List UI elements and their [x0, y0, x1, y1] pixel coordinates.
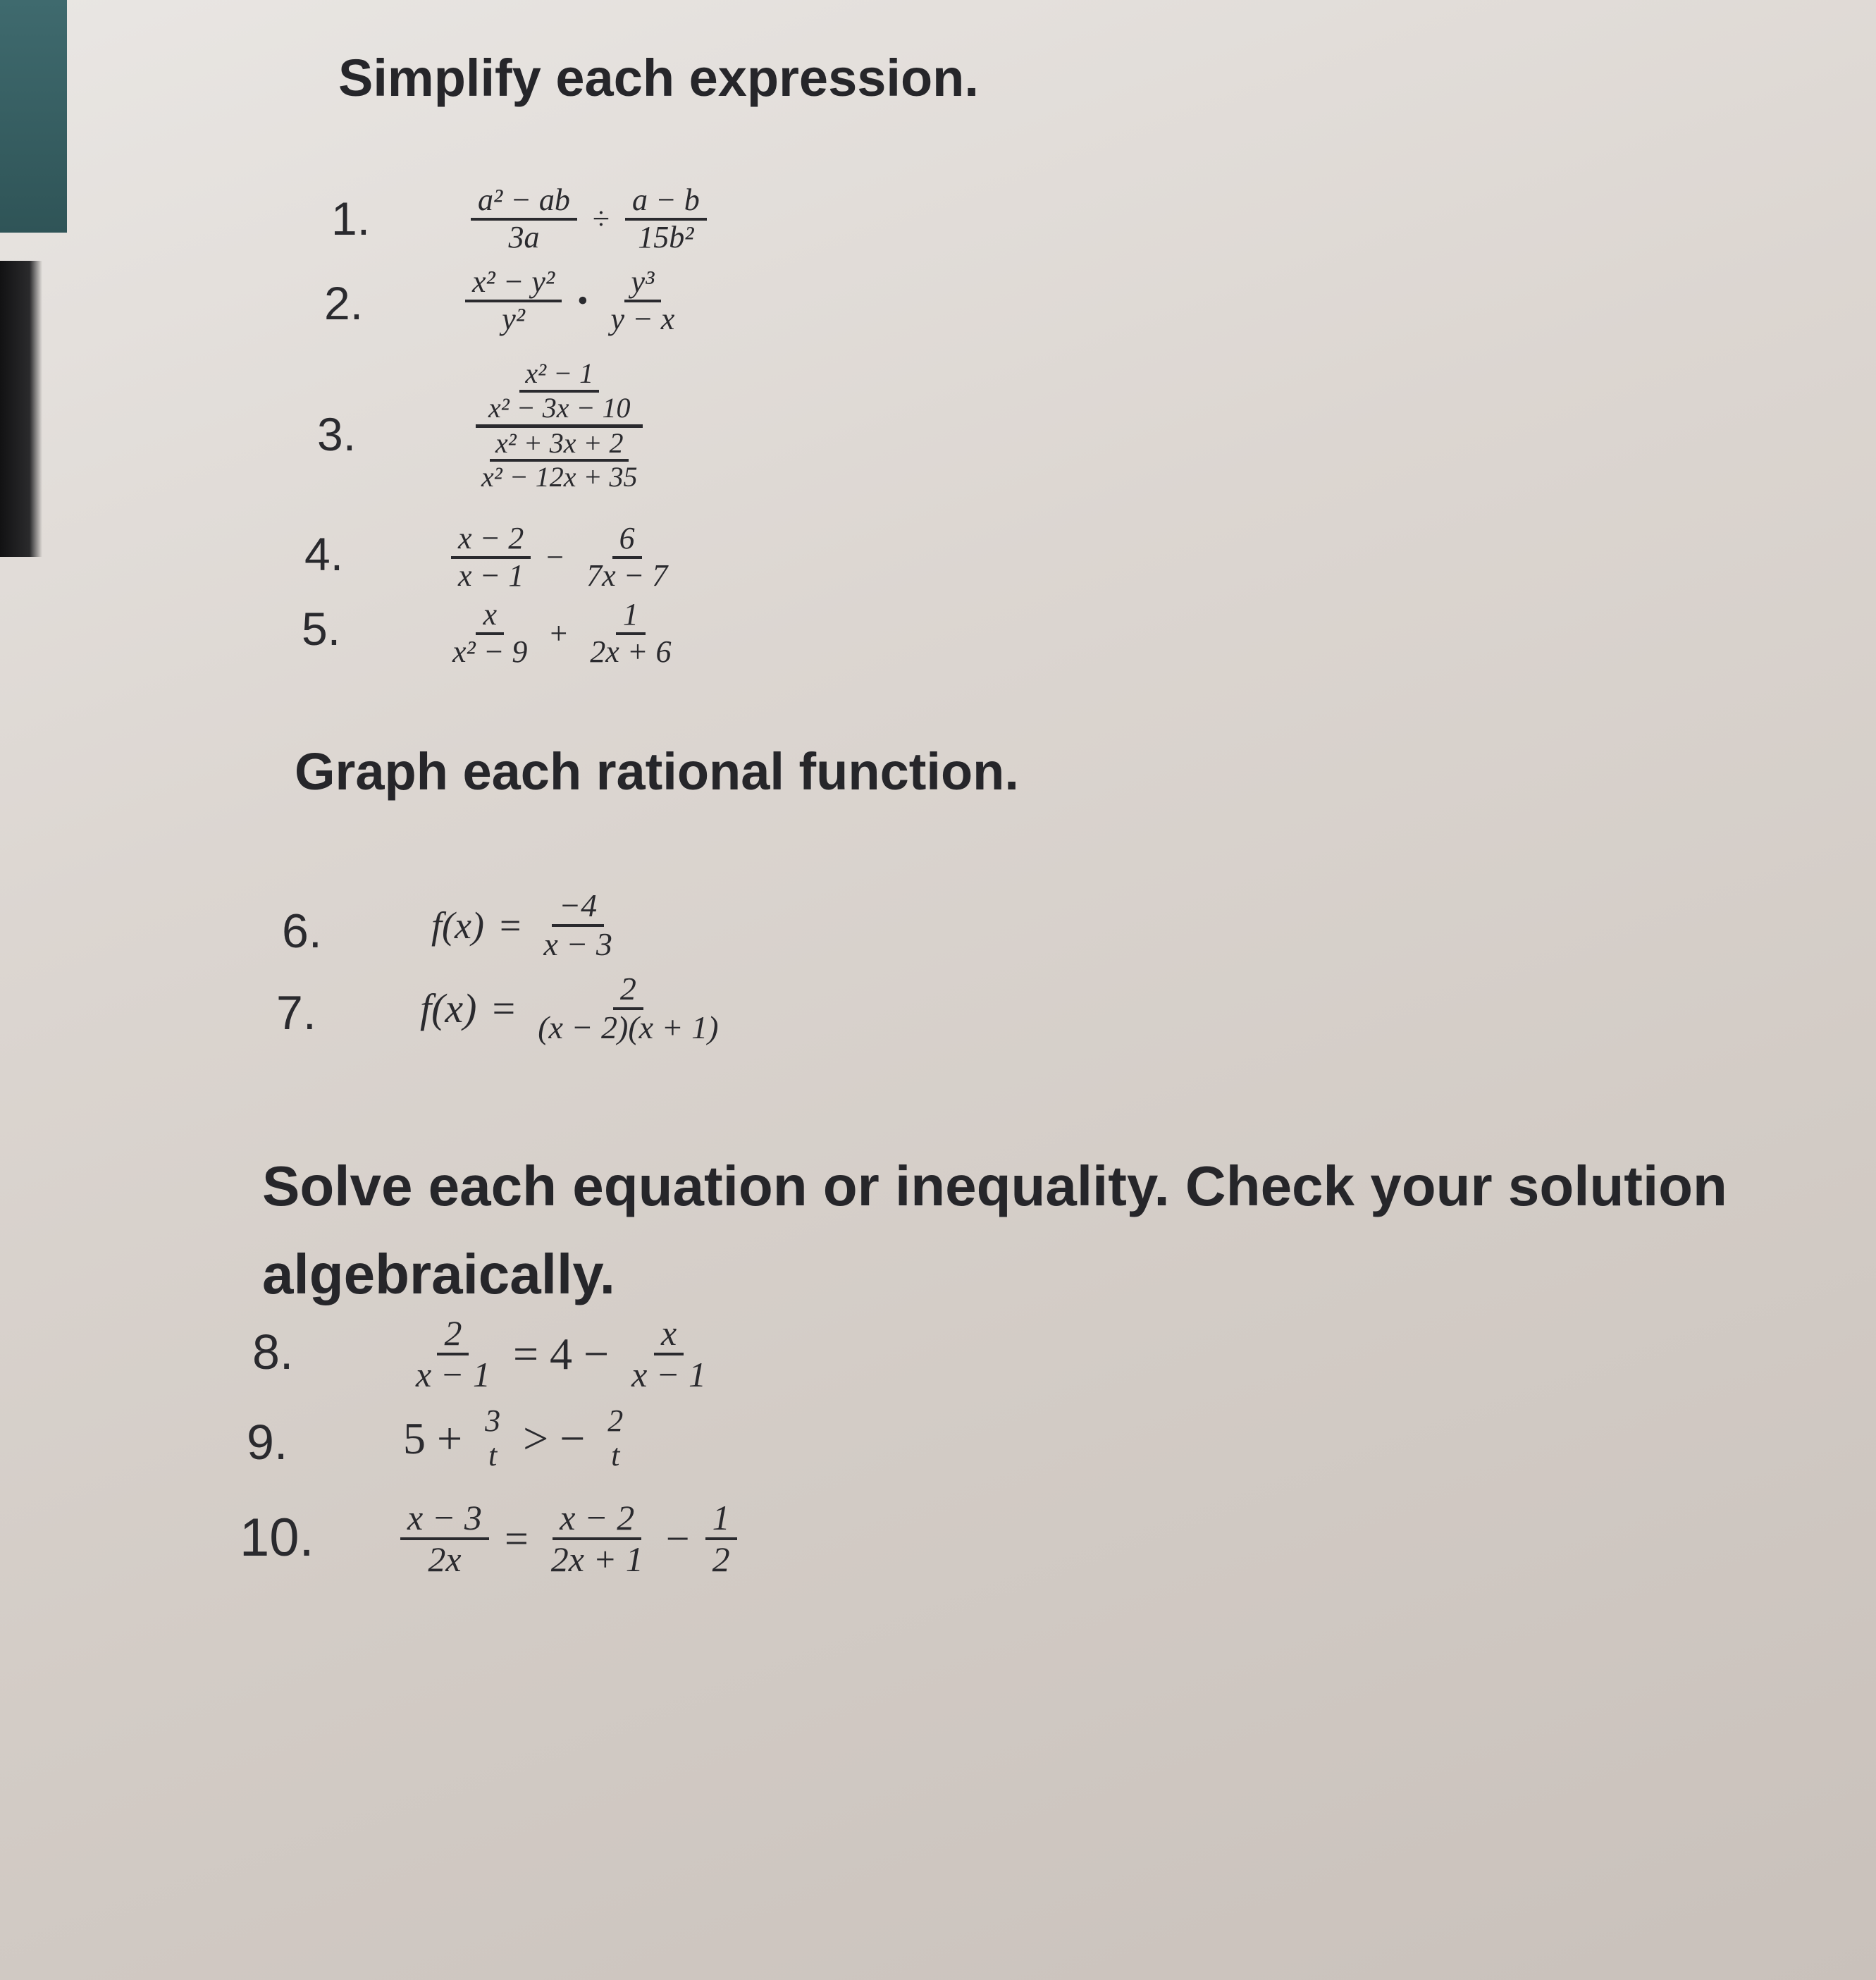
- fraction: [476, 426, 643, 493]
- denominator: x − 1: [416, 1355, 490, 1394]
- numerator: 1: [705, 1500, 737, 1540]
- denominator: 2x: [428, 1539, 462, 1579]
- numerator: x: [476, 599, 504, 635]
- problem-number-9: 9.: [247, 1415, 288, 1470]
- fraction: [531, 973, 725, 1045]
- function-label: f(x): [431, 904, 484, 947]
- fraction: [705, 1500, 737, 1578]
- denominator: (x − 2)(x + 1): [538, 1009, 719, 1045]
- fraction: [536, 887, 619, 962]
- problem-5-expression: [445, 599, 678, 668]
- section-heading-solve: Solve each equation or inequality. Check your solution algebraically.: [262, 1155, 1727, 1305]
- complex-denominator: [469, 428, 650, 493]
- denominator: 2: [712, 1539, 730, 1579]
- equals-sign: =: [504, 1515, 529, 1562]
- section-heading-graph: Graph each rational function.: [295, 742, 1019, 801]
- numerator: x² − y²: [465, 266, 562, 302]
- fraction: [445, 599, 534, 668]
- fraction: [400, 1500, 489, 1578]
- problem-7-expression: [420, 973, 725, 1045]
- problem-number-4: 4.: [304, 528, 344, 580]
- background-edge-teal: [0, 0, 67, 233]
- denominator: 2x + 1: [550, 1539, 643, 1579]
- fraction: [544, 1500, 650, 1578]
- denominator: x² − 12x + 35: [481, 461, 638, 493]
- problem-2-expression: [465, 266, 681, 336]
- section-heading-simplify: Simplify each expression.: [338, 49, 979, 107]
- numerator: 1: [616, 599, 646, 635]
- fraction: [465, 266, 562, 336]
- fraction: [583, 599, 678, 668]
- problem-number-1: 1.: [331, 192, 371, 245]
- problem-number-6: 6.: [282, 904, 322, 958]
- denominator: y − x: [610, 301, 675, 336]
- numerator: 2: [437, 1315, 469, 1355]
- problem-number-7: 7.: [276, 986, 316, 1040]
- equals-sign: =: [499, 904, 522, 947]
- problem-number-8: 8.: [252, 1324, 294, 1379]
- fraction: [483, 359, 636, 423]
- problem-number-2: 2.: [324, 277, 364, 329]
- fraction: [625, 185, 707, 254]
- denominator: x² − 3x − 10: [488, 391, 631, 424]
- denominator: x − 1: [458, 558, 524, 593]
- denominator: x − 1: [631, 1355, 707, 1394]
- denominator: 2x + 6: [590, 634, 672, 669]
- numerator: 6: [612, 523, 642, 559]
- fraction: [604, 266, 682, 336]
- numerator: x − 2: [553, 1500, 641, 1540]
- operator: •: [577, 283, 588, 319]
- fraction: [600, 1403, 630, 1472]
- operator: −: [546, 540, 564, 575]
- numerator: a² − ab: [471, 185, 577, 221]
- background-edge-dark: [0, 261, 42, 557]
- fraction: [451, 523, 531, 592]
- denominator: y²: [502, 301, 525, 336]
- complex-fraction: [469, 359, 650, 492]
- equals-sign: =: [492, 985, 516, 1032]
- numerator: 3: [485, 1403, 501, 1438]
- problem-8-expression: [409, 1315, 713, 1393]
- problem-9-expression: [403, 1403, 630, 1472]
- fraction: [579, 523, 674, 592]
- complex-numerator: [476, 359, 643, 428]
- problem-1-expression: [471, 185, 707, 254]
- numerator: x² + 3x + 2: [490, 429, 629, 462]
- numerator: x − 2: [451, 523, 531, 559]
- problem-6-expression: [431, 887, 619, 962]
- fraction: [478, 1403, 507, 1472]
- problem-3-expression: [469, 359, 650, 492]
- operator: = 4 −: [512, 1329, 610, 1379]
- operator: ÷: [592, 202, 610, 237]
- problem-number-5: 5.: [302, 603, 341, 655]
- fraction: [471, 185, 577, 254]
- denominator: 7x − 7: [586, 558, 668, 593]
- numerator: −4: [552, 890, 604, 927]
- denominator: x² − 9: [452, 634, 528, 669]
- function-label: f(x): [420, 985, 477, 1032]
- denominator: x − 3: [543, 926, 612, 962]
- operator: −: [665, 1515, 690, 1562]
- numerator: y³: [624, 266, 662, 302]
- problem-4-expression: [451, 523, 674, 592]
- numerator: a − b: [625, 185, 707, 221]
- denominator: t: [611, 1437, 620, 1472]
- problem-number-10: 10.: [240, 1508, 314, 1568]
- numerator: x: [654, 1315, 684, 1355]
- fraction: [624, 1315, 713, 1393]
- problem-10-expression: [400, 1500, 737, 1578]
- operator: 5 +: [403, 1413, 463, 1463]
- numerator: x² − 1: [519, 359, 599, 393]
- numerator: 2: [607, 1403, 624, 1438]
- numerator: x − 3: [400, 1500, 489, 1540]
- denominator: 15b²: [638, 219, 694, 254]
- numerator: 2: [613, 973, 643, 1010]
- operator: +: [550, 616, 568, 651]
- denominator: t: [488, 1437, 498, 1472]
- denominator: 3a: [508, 219, 540, 254]
- operator: > −: [523, 1413, 586, 1463]
- problem-number-3: 3.: [317, 408, 357, 460]
- fraction: [409, 1315, 498, 1393]
